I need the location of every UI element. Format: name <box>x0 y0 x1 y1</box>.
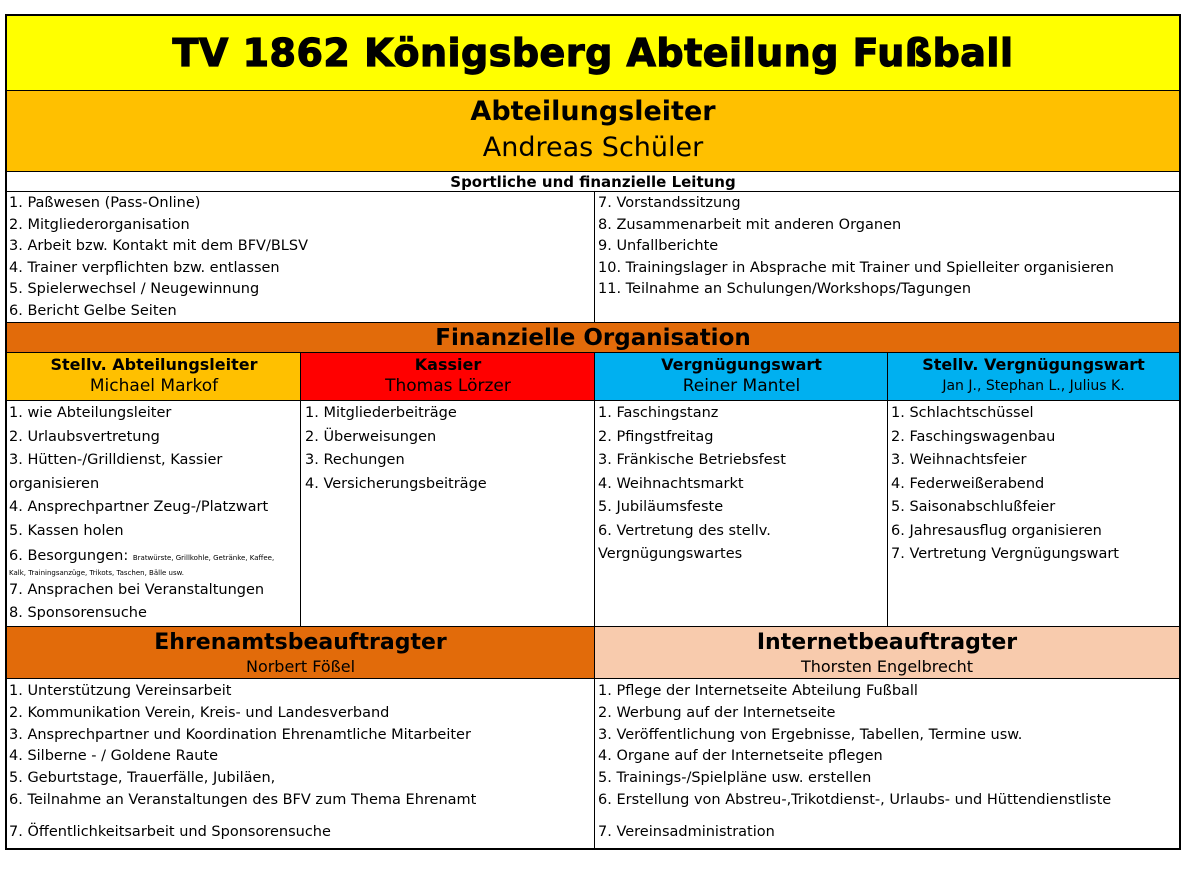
list-item: 3. Hütten-/Grilldienst, Kassier <box>9 452 223 468</box>
list-item: 7. Vorstandssitzung <box>598 195 741 211</box>
list-item: 1. Unterstützung Vereinsarbeit <box>9 683 232 699</box>
list-item: 2. Faschingswagenbau <box>891 428 1056 445</box>
list-item: 6. Vertretung des stellv. <box>598 522 771 539</box>
list-item: 3. Arbeit bzw. Kontakt mit dem BFV/BLSV <box>9 238 308 254</box>
list-item: 5. Kassen holen <box>9 522 124 539</box>
list-item: 5. Spielerwechsel / Neugewinnung <box>9 281 260 297</box>
divider <box>300 353 301 626</box>
deputy-head-header <box>7 353 301 401</box>
role-title: Kassier <box>414 355 482 374</box>
list-item: 7. Vereinsadministration <box>598 823 775 840</box>
list-item: 7. Ansprachen bei Veranstaltungen <box>9 582 265 598</box>
list-item: 1. Paßwesen (Pass-Online) <box>9 195 201 211</box>
list-item: organisieren <box>9 475 100 492</box>
person-name: Michael Markof <box>89 376 219 396</box>
internet-header <box>595 626 1179 679</box>
role-title: Stellv. Abteilungsleiter <box>50 355 258 374</box>
list-item: 10. Trainingslager in Absprache mit Trainer und Spielleiter organisieren <box>598 259 1114 276</box>
list-item: 1. Pflege der Internetseite Abteilung Fußball <box>598 683 918 699</box>
list-item: 4. Weihnachtsmarkt <box>598 475 744 492</box>
list-item: 2. Pfingstfreitag <box>598 428 714 445</box>
page-title: TV 1862 Königsberg Abteilung Fußball <box>172 31 1014 75</box>
list-item: 4. Trainer verpflichten bzw. entlassen <box>9 259 280 276</box>
list-item: 2. Überweisungen <box>305 428 437 445</box>
list-item: 8. Sponsorensuche <box>9 604 147 621</box>
list-item: Vergnügungswartes <box>598 546 743 562</box>
list-item: 2. Werbung auf der Internetseite <box>598 704 836 721</box>
divider <box>887 353 888 626</box>
list-item: 6. Jahresausflug organisieren <box>891 522 1102 539</box>
list-item: 4. Silberne - / Goldene Raute <box>9 748 219 765</box>
list-item: 1. Schlachtschüssel <box>891 405 1034 421</box>
list-item: 4. Federweißerabend <box>891 475 1045 492</box>
list-item: 2. Urlaubsvertretung <box>9 428 160 445</box>
entertainment-header <box>595 353 888 401</box>
person-name: Jan J., Stephan L., Julius K. <box>942 378 1125 394</box>
divider <box>594 353 595 850</box>
honorary-header <box>7 626 594 679</box>
list-item: 6. Teilnahme an Veranstaltungen des BFV zum Thema Ehrenamt <box>9 791 477 808</box>
list-item: 3. Veröffentlichung von Ergebnisse, Tabellen, Termine usw. <box>598 726 1023 743</box>
leader-tasks-left <box>9 193 308 322</box>
list-item: 3. Ansprechpartner und Koordination Ehrenamtliche Mitarbeiter <box>9 726 471 743</box>
list-item: 3. Weihnachtsfeier <box>891 452 1027 468</box>
list-item: 5. Jubiläumsfeste <box>598 499 724 515</box>
role-title: Vergnügungswart <box>661 355 822 374</box>
entertainment-tasks <box>598 402 786 567</box>
role-title: Internetbeauftragter <box>756 630 1018 655</box>
deputy-entertainment-tasks <box>891 402 1119 567</box>
task-detail: Kalk, Trainingsanzüge, Trikots, Taschen, Bälle usw. <box>9 569 184 577</box>
list-item: 7. Öffentlichkeitsarbeit und Sponsorensuche <box>9 823 331 840</box>
list-item: 9. Unfallberichte <box>598 238 719 254</box>
honorary-tasks <box>9 681 476 844</box>
list-item: 7. Vertretung Vergnügungswart <box>891 546 1119 562</box>
list-item: 2. Mitgliederorganisation <box>9 216 190 233</box>
list-item: 4. Organe auf der Internetseite pflegen <box>598 748 883 765</box>
list-item: 11. Teilnahme an Schulungen/Workshops/Tagungen <box>598 281 972 297</box>
list-item: 8. Zusammenarbeit mit anderen Organen <box>598 216 902 233</box>
title-banner <box>7 16 1179 91</box>
list-item: 5. Geburtstage, Trauerfälle, Jubiläen, <box>9 770 276 787</box>
list-item: 2. Kommunikation Verein, Kreis- und Landesverband <box>9 704 390 721</box>
treasurer-header <box>301 353 595 401</box>
person-name: Thorsten Engelbrecht <box>800 657 974 676</box>
role-title: Stellv. Vergnügungswart <box>922 355 1145 374</box>
department-head-role: Abteilungsleiter <box>470 96 716 127</box>
divider <box>594 192 595 322</box>
list-item: 3. Rechungen <box>305 452 405 468</box>
list-item: 5. Saisonabschlußfeier <box>891 499 1056 515</box>
financial-heading: Finanzielle Organisation <box>7 322 1179 353</box>
role-title: Ehrenamtsbeauftragter <box>154 630 447 655</box>
list-item: 6. Bericht Gelbe Seiten <box>9 302 177 319</box>
list-item <box>9 543 274 567</box>
internet-tasks <box>598 681 1111 844</box>
person-name: Reiner Mantel <box>682 376 801 396</box>
list-item: 3. Fränkische Betriebsfest <box>598 452 786 468</box>
list-item: 1. wie Abteilungsleiter <box>9 405 172 421</box>
deputy-entertainment-header <box>888 353 1179 401</box>
list-item: 4. Ansprechpartner Zeug-/Platzwart <box>9 499 269 515</box>
list-item: 1. Mitgliederbeiträge <box>305 405 457 421</box>
person-name: Norbert Fößel <box>245 657 356 676</box>
org-chart <box>5 14 1181 850</box>
deputy-head-tasks <box>9 402 274 623</box>
list-item: 4. Versicherungsbeiträge <box>305 475 487 492</box>
task-label: 6. Besorgungen: <box>9 548 129 564</box>
treasurer-tasks <box>305 402 487 496</box>
list-item: 1. Faschingstanz <box>598 405 719 421</box>
department-head-name: Andreas Schüler <box>482 132 704 163</box>
leader-tasks-right <box>598 193 1114 301</box>
leadership-heading: Sportliche und finanzielle Leitung <box>7 172 1179 192</box>
person-name: Thomas Lörzer <box>385 376 511 396</box>
list-item: 5. Trainings-/Spielpläne usw. erstellen <box>598 770 872 787</box>
department-head-block <box>7 91 1179 172</box>
list-item: 6. Erstellung von Abstreu-,Trikotdienst-, Urlaubs- und Hüttendienstliste <box>598 791 1112 808</box>
task-detail: Bratwürste, Grillkohle, Getränke, Kaffee, <box>132 554 275 562</box>
